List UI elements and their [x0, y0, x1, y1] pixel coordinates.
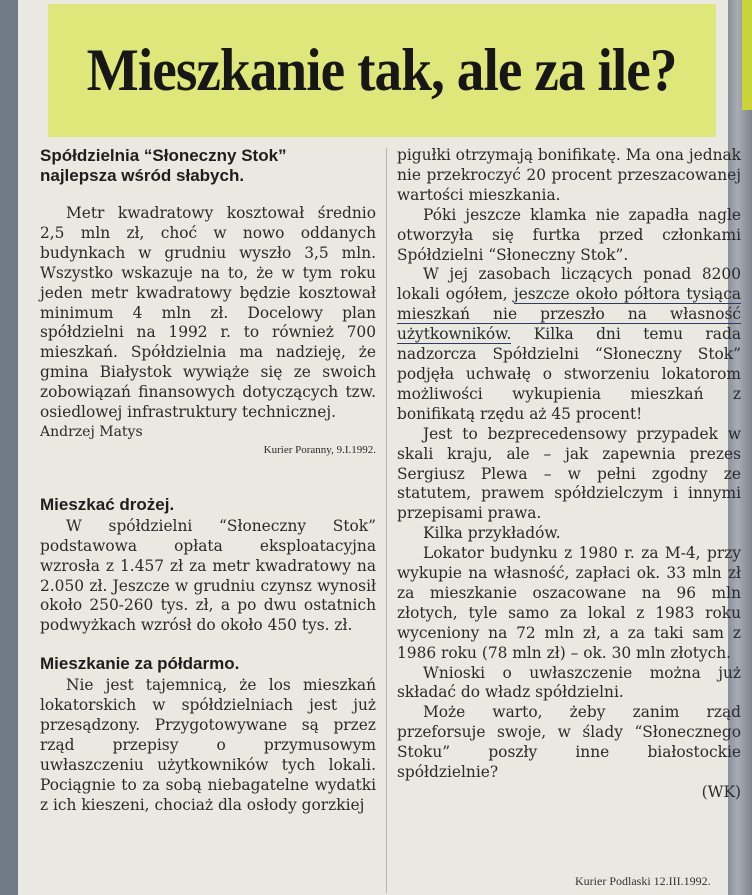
right-paragraph-4: Jest to bezprecedensowy przypadek w skali kraju, ale – jak zapewnia prezes Sergiusz Plewa – w pełni zgodny ze statutem, prawem spółdzielczym i innymi przepisami prawa. — [397, 424, 741, 523]
right-paragraph-6: Lokator budynku z 1980 r. za M-4, przy wykupie na własność, zapłaci ok. 33 mln zł za mieszkanie oszacowane na 96 mln złotych, tyle samo za lokal z 1983 roku wyceniony na 72 mln zł, a za taki sam z 1986 roku (78 mln zł) – ok. 30 mln złotych. — [397, 544, 741, 662]
right-paragraph-8: Może warto, żeby zanim rząd przeforsuje swoje, w ślady “Słonecznego Stoku” poszły inne białostockie spółdzielnie? — [397, 703, 741, 782]
right-paragraph-3-start: W jej zasobach liczących ponad 8200 lokali ogółem, — [397, 265, 741, 304]
section1-heading-line1: Spółdzielnia “Słoneczny Stok” — [40, 146, 287, 165]
right-paragraph-7: Wnioski o uwłaszczenie można już składać do władz spółdzielni. — [397, 663, 741, 702]
yellow-strip — [742, 0, 752, 110]
section1-author: Andrzej Matys — [40, 423, 143, 440]
signature: (WK) — [701, 783, 741, 801]
right-paragraph-3-end: Kilka dni temu rada nadzorcza Spółdzielni “Słoneczny Stok” podjęła uchwałę o stworzeniu lokatorom możliwości wykupienia mieszkań z bonifikatą rzędu aż 45 procent! — [397, 325, 741, 423]
section1-heading — [40, 146, 376, 186]
headline: Mieszkanie tak, ale za ile? — [87, 37, 677, 103]
headline-banner — [48, 4, 716, 137]
right-column — [397, 146, 741, 803]
right-paragraph-3 — [397, 265, 741, 424]
column-divider — [386, 148, 387, 893]
underlined-passage: jeszcze około półtora tysiąca mieszkań nie przeszło na własność użytkowników. — [397, 285, 741, 344]
left-column — [40, 146, 376, 816]
section2-body: W spółdzielni “Słoneczny Stok” podstawowa opłata eksploatacyjna wzrosła z 1.457 zł za metr kwadratowy na 2.050 zł. Jeszcze w grudniu czynsz wynosił około 250-260 tys. zł, a po dwu ostatnich podwyżkach wzrósł do około 450 tys. zł. — [40, 516, 376, 635]
right-paragraph-2: Póki jeszcze klamka nie zapadła nagle otworzyła się furtka przed członkami Spółdzielni “Słoneczny Stok”. — [397, 205, 741, 264]
right-paragraph-1: pigułki otrzymają bonifikatę. Ma ona jednak nie przekroczyć 20 procent przeszacowanej wartości mieszkania. — [397, 146, 741, 204]
section1-heading-line2: najlepsza wśród słabych. — [40, 166, 245, 185]
section3-heading: Mieszkanie za półdarmo. — [40, 654, 240, 674]
section3-body: Nie jest tajemnicą, że los mieszkań lokatorskich w spółdzielniach jest już przesądzony. Przygotowywane są przez rząd przepisy o przymusowym uwłaszczeniu użytkowników tych lokali. Pociągnie to za sobą niebagatelne wydatki z ich kieszeni, chociaż dla osłody gorzkiej — [40, 676, 376, 814]
right-paragraph-5: Kilka przykładów. — [423, 524, 561, 543]
right-source: Kurier Podlaski 12.III.1992. — [575, 874, 711, 888]
section2-heading: Mieszkać drożej. — [40, 494, 175, 514]
section1-body: Metr kwadratowy kosztował średnio 2,5 mln zł, choć w nowo oddanych budynkach w grudniu wyszło 3,5 mln. Wszystko wskazuje na to, że w tym roku jeden metr kwadratowy będzie kosztował minimum 4 mln zł. Docelowy plan spółdzielni na 1992 r. to również 700 mieszkań. Spółdzielnia ma nadzieję, że gmina Białystok wywiąże się ze swoich zobowiązań finansowych dotyczących tzw. osiedlowej infrastruktury technicznej. — [40, 204, 376, 422]
section1-source: Kurier Poranny, 9.I.1992. — [263, 443, 376, 456]
